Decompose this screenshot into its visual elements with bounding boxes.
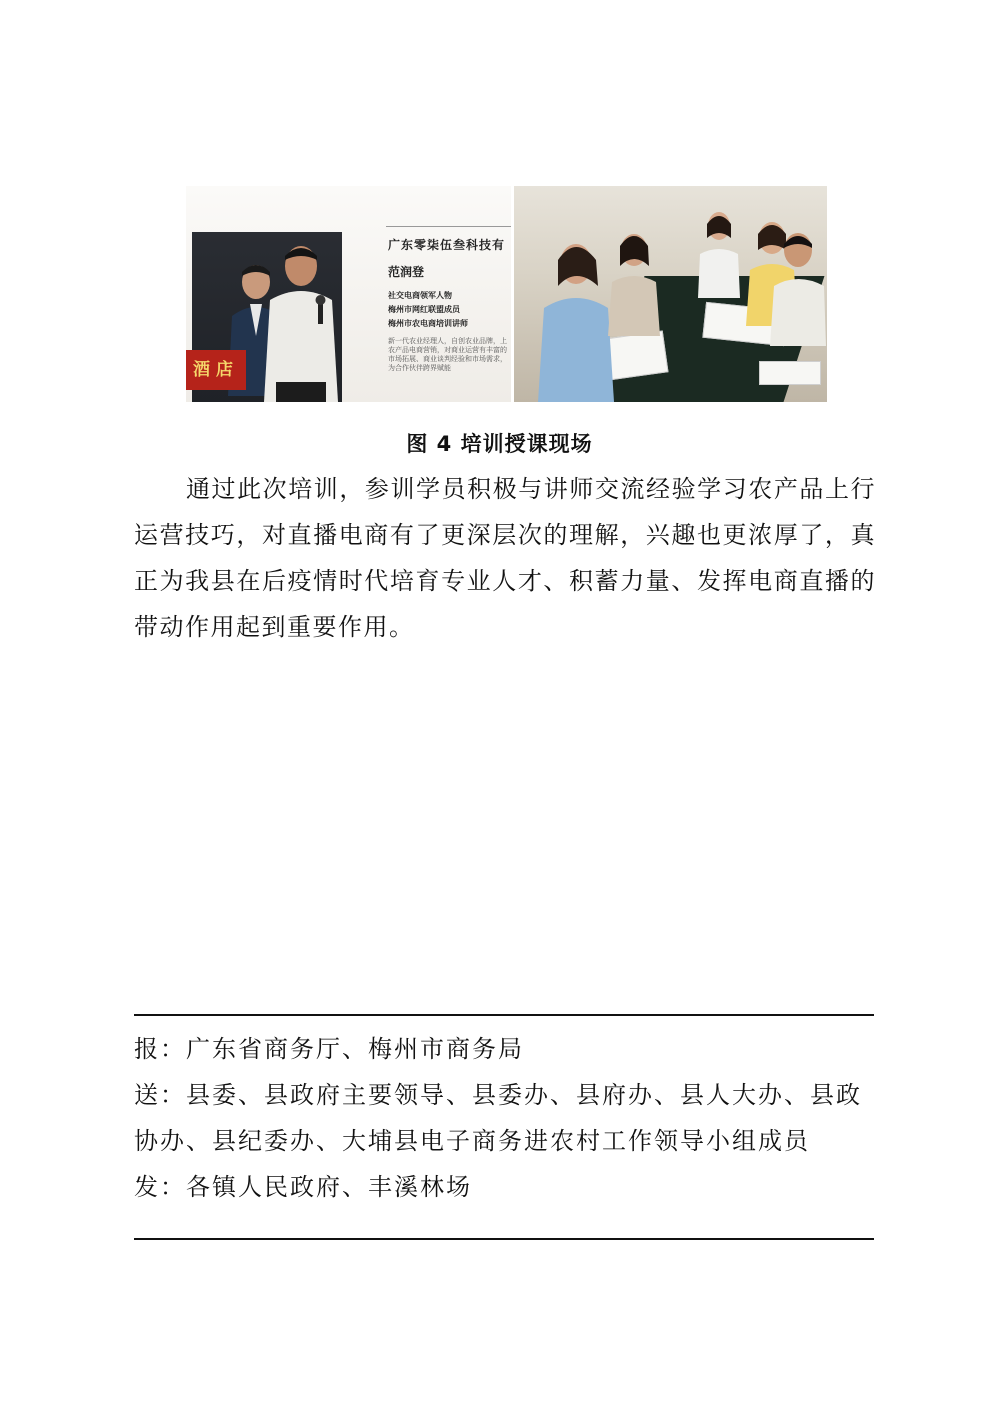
distribution-bottom-rule [134,1238,874,1240]
distribution-report-line [134,1026,876,1072]
training-photo-students [514,186,827,402]
report-recipients: 广东省商务厅、梅州市商务局 [186,1035,524,1063]
screen-divider [386,226,511,227]
issue-label: 发： [134,1173,186,1201]
distribution-issue-line [134,1164,876,1210]
student-figure [766,226,827,346]
screen-role: 社交电商领军人物 [388,291,452,300]
training-photo-speaker [186,186,511,402]
send-recipients: 县委、县政府主要领导、县委办、县府办、县人大办、县政协办、县纪委办、大埔县电子商务进农村工作领导小组成员 [134,1081,862,1155]
screen-role: 梅州市网红联盟成员 [388,305,460,314]
figure-caption: 图 4 培训授课现场 [406,432,593,456]
body-paragraph: 通过此次培训，参训学员积极与讲师交流经验学习农产品上行运营技巧，对直播电商有了更深层次的理解，兴趣也更浓厚了，真正为我县在后疫情时代培育专业人才、积蓄力量、发挥电商直播的带动作用起到重要作用。 [134,475,876,641]
speaker-figure [256,242,346,402]
report-label: 报： [134,1035,186,1063]
student-figure [694,208,744,298]
screen-content [388,236,511,373]
send-label: 送： [134,1081,186,1109]
screen-company-name: 广东零柒伍叁科技有 [388,238,506,252]
power-bank [759,361,821,385]
screen-lecturer-name: 范润登 [388,265,425,279]
issue-recipients: 各镇人民政府、丰溪林场 [186,1173,472,1201]
student-figure [604,226,664,336]
hotel-sign: 酒店 [186,350,246,390]
screen-role: 梅州市农电商培训讲师 [388,319,468,328]
distribution-top-rule [134,1014,874,1016]
screen-intro: 新一代农业经理人，自创农业品牌，上农产品电商营销，对商业运营有丰富的市场拓展、商业谈判经验和市场需求，为合作伙伴跨界赋能 [388,337,507,372]
distribution-send-line [134,1072,876,1164]
